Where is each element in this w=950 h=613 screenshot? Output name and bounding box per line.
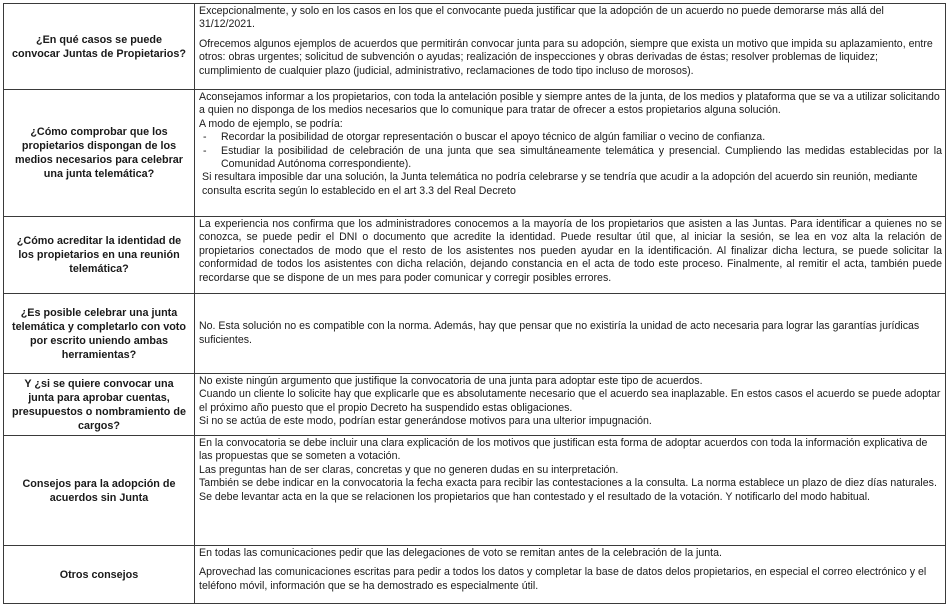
table-row	[4, 294, 946, 374]
answer-cell	[195, 374, 946, 436]
table-row	[4, 90, 946, 217]
table-row	[4, 4, 946, 90]
example-label: A modo de ejemplo, se podría:	[199, 117, 343, 130]
list-item: - Estudiar la posibilidad de celebración de una junta que sea simultáneamente telemática y presencial. Cumpliendo las medidas establecidas por la Comunidad Autónoma correspondiente).	[221, 145, 942, 172]
question-cell: Consejos para la adopción de acuerdos sin Junta	[4, 436, 195, 546]
table-row	[4, 374, 946, 436]
answer-paragraph: Aconsejamos informar a los propietarios, con toda la antelación posible y siempre antes de la junta, de los medios y plataforma que se va a utilizar solicitando a quien no disponga de los medios necesarios que lo comunique para tratar de ofrecer a estos propietarios alguna solución.	[199, 91, 940, 117]
answer-paragraph: Cuando un cliente lo solicite hay que explicarle que es absolutamente necesario que el acuerdo sea inaplazable. En estos casos el acuerdo se puede adoptar el próximo año puesto que el propio Decreto ha suspendido estas obligaciones.	[199, 388, 941, 414]
answer-paragraph: No. Esta solución no es compatible con la norma. Además, hay que pensar que no existiría la unidad de acto necesaria para lograr las garantías jurídicas suficientes.	[199, 320, 920, 346]
answer-paragraph: Se debe levantar acta en la que se relacionen los propietarios que han contestado y el resultado de la votación. Y notificarlo del modo habitual.	[199, 490, 870, 503]
question-cell: ¿En qué casos se puede convocar Juntas de Propietarios?	[4, 4, 195, 90]
question-cell: Otros consejos	[4, 546, 195, 604]
faq-table	[3, 3, 946, 604]
question-cell: ¿Cómo comprobar que los propietarios dispongan de los medios necesarios para celebrar una junta telemática?	[4, 90, 195, 217]
bullet-list	[199, 131, 942, 171]
answer-paragraph: Las preguntas han de ser claras, concretas y que no generen dudas en su interpretación.	[199, 463, 619, 476]
answer-cell	[195, 4, 946, 90]
answer-paragraph: Ofrecemos algunos ejemplos de acuerdos que permitirán convocar junta para su adopción, siempre que exista un motivo que impida su aplazamiento, entre otros: obras urgentes; solicitud de subvención o ayudas; realización de inspecciones y obras derivadas de éstas; resolver problemas de liquidez; cumplimiento de cualquier plazo (judicial, administrativo, reclamaciones de todo tipo incluso de morosos).	[199, 37, 933, 77]
answer-paragraph: Aprovechad las comunicaciones escritas para pedir a todos los datos y completar la base de datos delos propietarios, en especial el correo electrónico y el teléfono móvil, información que se ha demostrado es especialmente útil.	[199, 566, 927, 592]
answer-cell	[195, 436, 946, 546]
table-row	[4, 546, 946, 604]
answer-paragraph: En todas las comunicaciones pedir que las delegaciones de voto se remitan antes de la celebración de la junta.	[199, 547, 722, 559]
question-cell: ¿Es posible celebrar una junta telemática y completarlo con voto por escrito uniendo ambas herramientas?	[4, 294, 195, 374]
answer-paragraph: Excepcionalmente, y solo en los casos en los que el convocante pueda justificar que la adopción de un acuerdo no puede demorarse más allá del 31/12/2021.	[199, 5, 884, 31]
answer-paragraph: Si no se actúa de este modo, podrían estar generándose motivos para una ulterior impugnación.	[199, 415, 652, 428]
answer-cell	[195, 90, 946, 217]
table-row	[4, 436, 946, 546]
question-cell: Y ¿si se quiere convocar una junta para aprobar cuentas, presupuestos o nombramiento de cargos?	[4, 374, 195, 436]
answer-cell	[195, 546, 946, 604]
list-item: - Recordar la posibilidad de otorgar representación o buscar el apoyo técnico de algún familiar o vecino de confianza.	[221, 131, 942, 144]
answer-paragraph: Si resultara imposible dar una solución, la Junta telemática no podría celebrarse y se tendría que acudir a la adopción del acuerdo sin reunión, mediante consulta escrita según lo establecido en el art 3.3 del Real Decreto	[202, 171, 918, 197]
table-row	[4, 217, 946, 294]
answer-cell	[195, 217, 946, 294]
answer-paragraph: No existe ningún argumento que justifique la convocatoria de una junta para adoptar este tipo de acuerdos.	[199, 375, 703, 387]
answer-paragraph: La experiencia nos confirma que los administradores conocemos a la mayoría de los propietarios que asisten a las Juntas. Para identificar a quienes no se conozca, se puede pedir el DNI o documento que acredite la identidad. Puede resultar útil que, al iniciar la sesión, se lea en voz alta la relación de propietarios conectados de modo que el resto de los asistentes nos pueden ayudar en la identificación. Al finalizar dicha lectura, se puede solicitar la conformidad de todos los asistentes con dicha relación, dejando constancia en el acta de todo este proceso. Finalmente, al remitir el acta, también puede recordarse que se dispone de un mes para poder comunicar y corregir posibles errores.	[199, 218, 942, 284]
question-cell: ¿Cómo acreditar la identidad de los propietarios en una reunión telemática?	[4, 217, 195, 294]
answer-paragraph: También se debe indicar en la convocatoria la fecha exacta para recibir las contestaciones a la consulta. La norma establece un plazo de diez días naturales.	[199, 477, 937, 490]
answer-cell	[195, 294, 946, 374]
answer-paragraph: En la convocatoria se debe incluir una clara explicación de los motivos que justifican esta forma de adoptar acuerdos con toda la información explicativa de las propuestas que se someten a votación.	[199, 437, 928, 463]
